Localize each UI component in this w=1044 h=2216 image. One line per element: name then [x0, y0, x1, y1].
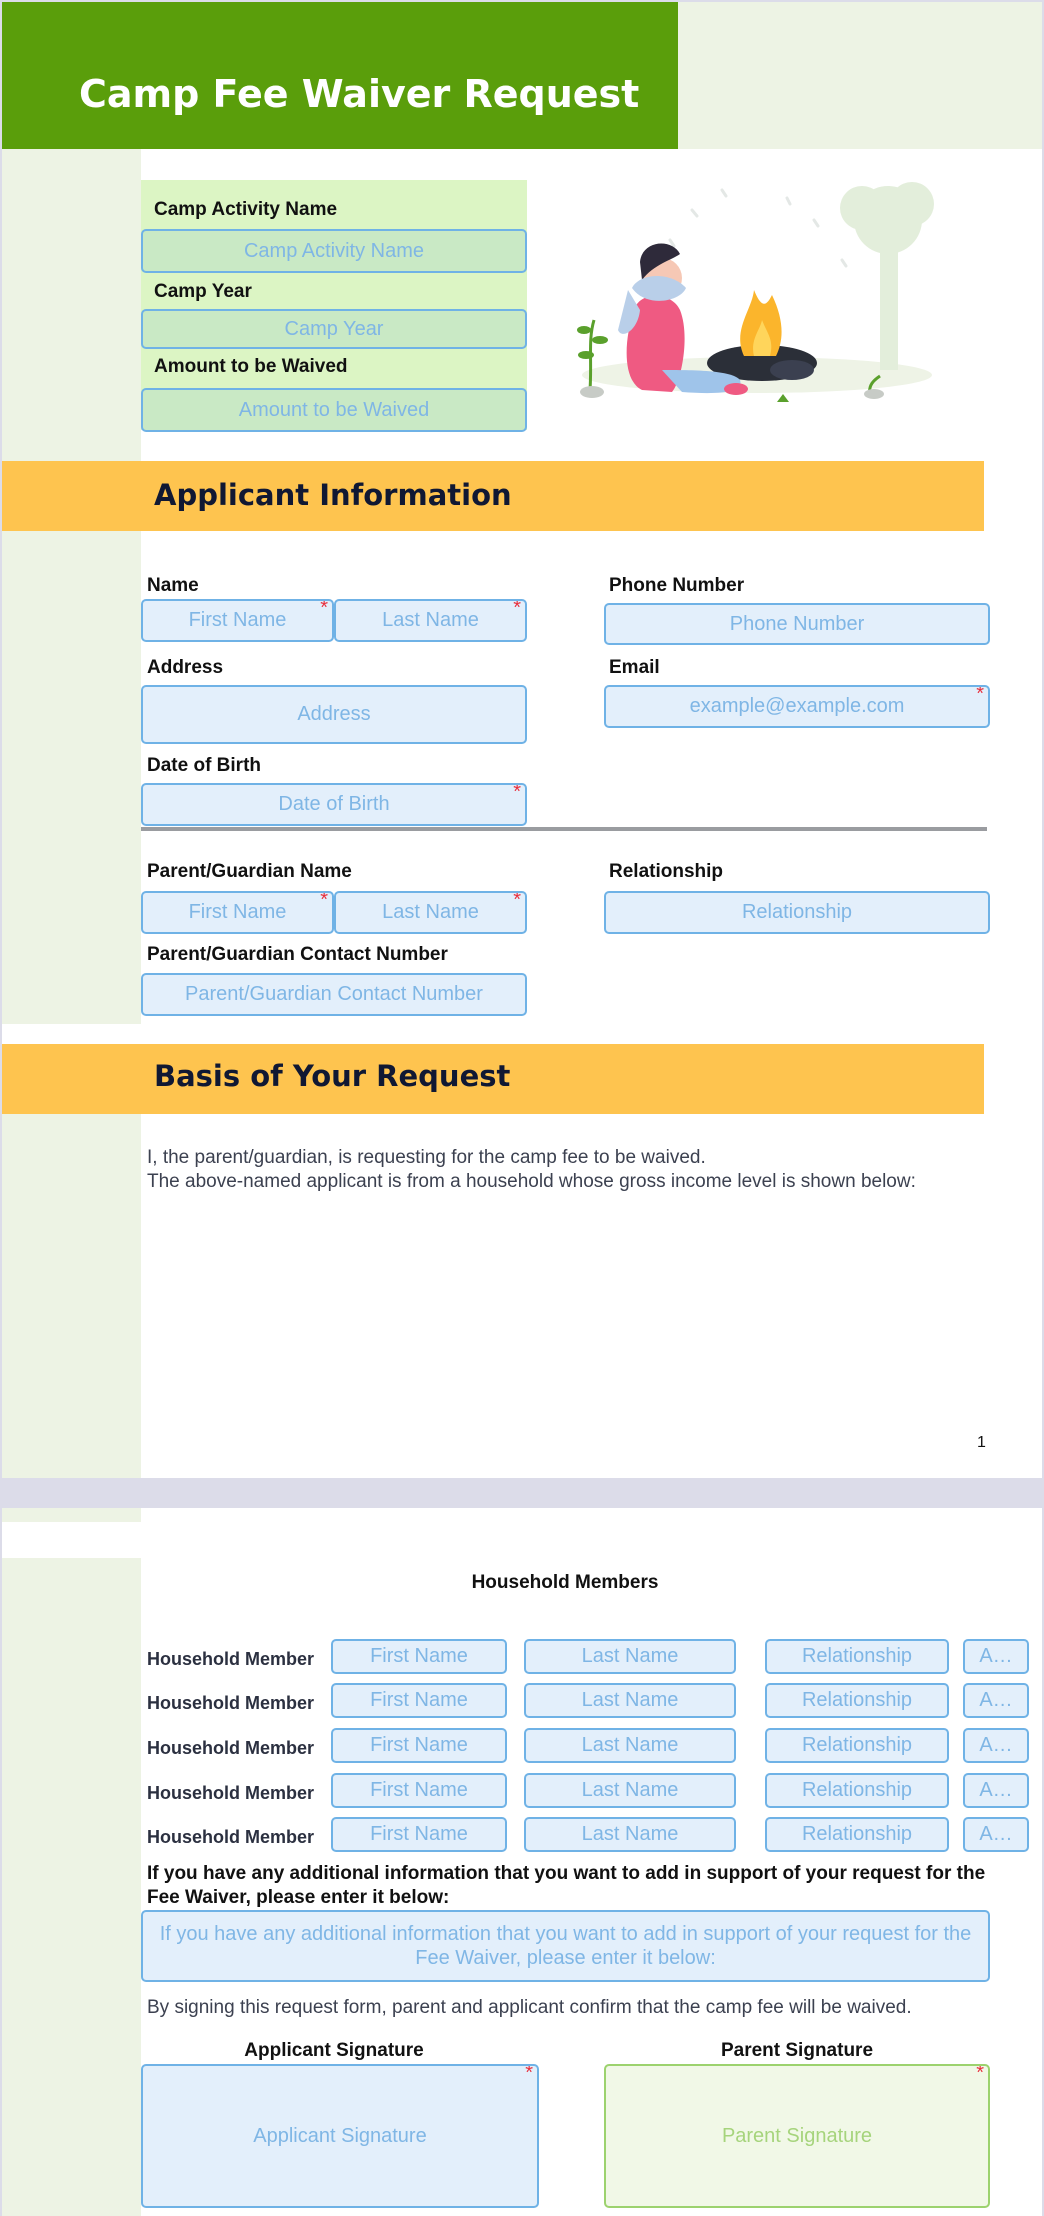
required-marker: * — [513, 783, 521, 803]
household-member-label: Household Member — [147, 1693, 315, 1713]
camp-year-label: Camp Year — [154, 281, 252, 302]
dob-label: Date of Birth — [147, 755, 261, 776]
form-page-1 — [2, 2, 1042, 1478]
side-band — [2, 1114, 141, 1478]
header-banner-rest — [678, 2, 1042, 149]
applicant-section-title: Applicant Information — [154, 478, 512, 512]
guardian-first-name-input[interactable] — [141, 891, 334, 934]
required-marker: * — [525, 2064, 533, 2084]
required-marker: * — [976, 685, 984, 705]
household-title: Household Members — [471, 1572, 659, 1593]
household-age-input[interactable]: A… — [963, 1683, 1029, 1718]
first-name-input[interactable] — [141, 599, 334, 642]
required-marker: * — [320, 891, 328, 911]
basis-line-1: I, the parent/guardian, is requesting for the camp fee to be waived. — [147, 1147, 706, 1168]
applicant-signature-placeholder: Applicant Signature — [253, 2124, 427, 2147]
relationship-label: Relationship — [609, 861, 724, 882]
required-marker: * — [320, 599, 328, 619]
email-label: Email — [609, 657, 660, 678]
side-band — [2, 1508, 141, 1522]
dob-input[interactable] — [141, 783, 527, 826]
household-last-name-input[interactable]: Last Name — [524, 1773, 736, 1808]
household-age-input[interactable]: A… — [963, 1728, 1029, 1763]
email-placeholder: example@example.com — [689, 695, 905, 717]
required-marker: * — [513, 599, 521, 619]
household-first-name-input[interactable]: First Name — [331, 1683, 507, 1718]
guardian-contact-label: Parent/Guardian Contact Number — [147, 944, 448, 965]
household-first-name-input[interactable]: First Name — [331, 1817, 507, 1852]
basis-line-2: The above-named applicant is from a household whose gross income level is shown below: — [147, 1171, 916, 1192]
basis-section-title: Basis of Your Request — [154, 1059, 511, 1093]
email-input[interactable] — [604, 685, 990, 728]
parent-signature-label: Parent Signature — [720, 2040, 874, 2061]
additional-info-input[interactable]: If you have any additional information that you want to add in support of your request for the Fee Waiver, please enter it below: — [141, 1910, 990, 1982]
household-relationship-input[interactable]: Relationship — [765, 1817, 949, 1852]
household-age-input[interactable]: A… — [963, 1773, 1029, 1808]
side-band — [2, 149, 141, 1024]
phone-input[interactable]: Phone Number — [604, 603, 990, 645]
guardian-name-label: Parent/Guardian Name — [147, 861, 352, 882]
first-name-placeholder: First Name — [188, 609, 287, 631]
household-relationship-input[interactable]: Relationship — [765, 1773, 949, 1808]
applicant-signature-pad[interactable] — [141, 2064, 539, 2208]
guardian-last-name-input[interactable] — [334, 891, 527, 934]
camp-year-input[interactable]: Camp Year — [141, 309, 527, 349]
amount-waived-input[interactable]: Amount to be Waived — [141, 388, 527, 432]
page-title: Camp Fee Waiver Request — [79, 72, 640, 116]
dob-placeholder: Date of Birth — [278, 793, 390, 815]
signing-statement: By signing this request form, parent and applicant confirm that the camp fee will be waived. — [147, 1997, 912, 2018]
form-page-2 — [2, 1508, 1042, 2216]
household-first-name-input[interactable]: First Name — [331, 1773, 507, 1808]
required-marker: * — [976, 2064, 984, 2084]
campfire-illustration-icon — [562, 180, 952, 440]
parent-signature-pad[interactable] — [604, 2064, 990, 2208]
amount-waived-label: Amount to be Waived — [154, 356, 348, 377]
household-age-input[interactable]: A… — [963, 1817, 1029, 1852]
phone-label: Phone Number — [609, 575, 745, 596]
section-divider — [141, 827, 987, 831]
household-last-name-input[interactable]: Last Name — [524, 1728, 736, 1763]
address-label: Address — [147, 657, 224, 678]
household-first-name-input[interactable]: First Name — [331, 1728, 507, 1763]
address-input[interactable]: Address — [141, 685, 527, 744]
additional-info-label: If you have any additional information that you want to add in support of your request for the Fee Waiver, please enter it below: — [147, 1863, 986, 1908]
household-relationship-input[interactable]: Relationship — [765, 1639, 949, 1674]
household-member-label: Household Member — [147, 1738, 315, 1758]
last-name-placeholder: Last Name — [382, 609, 479, 631]
page-number: 1 — [977, 1434, 986, 1451]
household-last-name-input[interactable]: Last Name — [524, 1817, 736, 1852]
household-member-label: Household Member — [147, 1649, 315, 1669]
guardian-first-name-placeholder: First Name — [188, 901, 287, 923]
guardian-contact-input[interactable]: Parent/Guardian Contact Number — [141, 973, 527, 1016]
camp-activity-label: Camp Activity Name — [154, 199, 338, 220]
parent-signature-placeholder: Parent Signature — [721, 2124, 873, 2147]
camp-activity-input[interactable]: Camp Activity Name — [141, 229, 527, 273]
household-member-label: Household Member — [147, 1783, 315, 1803]
household-last-name-input[interactable]: Last Name — [524, 1683, 736, 1718]
side-band — [2, 1558, 141, 2216]
relationship-input[interactable]: Relationship — [604, 891, 990, 934]
name-label: Name — [147, 575, 199, 596]
household-first-name-input[interactable]: First Name — [331, 1639, 507, 1674]
applicant-signature-label: Applicant Signature — [244, 2040, 424, 2061]
household-last-name-input[interactable]: Last Name — [524, 1639, 736, 1674]
household-relationship-input[interactable]: Relationship — [765, 1683, 949, 1718]
last-name-input[interactable] — [334, 599, 527, 642]
household-age-input[interactable]: A… — [963, 1639, 1029, 1674]
household-relationship-input[interactable]: Relationship — [765, 1728, 949, 1763]
household-member-label: Household Member — [147, 1827, 315, 1847]
guardian-last-name-placeholder: Last Name — [382, 901, 479, 923]
required-marker: * — [513, 891, 521, 911]
